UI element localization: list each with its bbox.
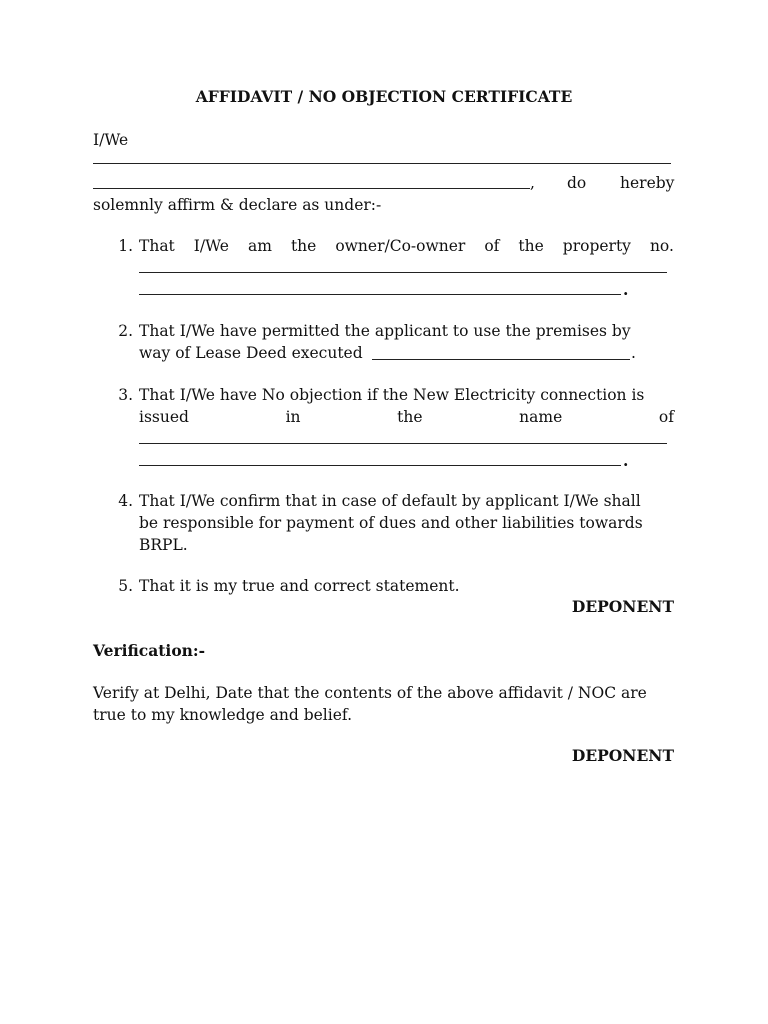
item-3-word: the [397,408,423,426]
name-blank-line-1 [93,163,671,164]
name-blank-line-2 [93,188,530,189]
item-3-word: of [658,408,674,426]
item-3-number: 3. [118,386,133,404]
item-1-line-1 [139,235,674,257]
item-2-number: 2. [118,322,133,340]
item-1-word: the [290,237,317,255]
deponent-signature-label-1: DEPONENT [571,597,674,616]
verification-line-1: Verify at Delhi, Date that the contents of the above affidavit / NOC are [93,684,647,702]
connection-name-blank-1 [139,443,667,444]
item-1-word: no. [649,237,674,255]
connection-name-blank-2 [139,465,621,466]
lease-deed-blank [372,359,630,360]
item-1-word: of [484,237,500,255]
item-2-line-1: That I/We have permitted the applicant to use the premises by [139,322,631,340]
item-1-word: property [562,237,631,255]
item-5-number: 5. [118,577,133,595]
item-3-word: in [285,408,301,426]
item-1-number: 1. [118,237,133,255]
item-1-word: I/We [193,237,229,255]
intro-affirm-text: solemnly affirm & declare as under:- [93,196,382,214]
item-1-word: am [247,237,272,255]
item-3-word: issued [139,408,189,426]
item-3-word: name [519,408,563,426]
property-blank-line-2 [139,294,621,295]
item-4-line-1: That I/We confirm that in case of default by applicant I/We shall [139,492,641,510]
item-1-word: the [518,237,544,255]
intro-do: do [567,174,587,192]
item-4-line-2: be responsible for payment of dues and other liabilities towards [139,514,643,532]
deponent-signature-label-2: DEPONENT [571,746,674,765]
item-2-line-2: way of Lease Deed executed [139,344,363,362]
verification-heading: Verification:- [93,641,206,660]
intro-comma: , [530,174,535,192]
item-2-period: . [631,344,636,362]
intro-iwe: I/We [93,131,129,149]
intro-hereby: hereby [620,174,675,192]
item-5-line-1: That it is my true and correct statement. [139,577,460,595]
item-3-line-2 [139,406,674,428]
item-3-line-1: That I/We have No objection if the New Electricity connection is [139,386,645,404]
item-3-period: . [623,451,629,470]
item-1-word: owner/Co-owner [335,237,466,255]
item-4-line-3: BRPL. [139,536,188,554]
item-1-period: . [623,280,629,299]
verification-line-2: true to my knowledge and belief. [93,706,353,724]
item-4-number: 4. [118,492,133,510]
document-title: AFFIDAVIT / NO OBJECTION CERTIFICATE [195,87,573,106]
item-1-word: That [139,237,175,255]
property-blank-line-1 [139,272,667,273]
